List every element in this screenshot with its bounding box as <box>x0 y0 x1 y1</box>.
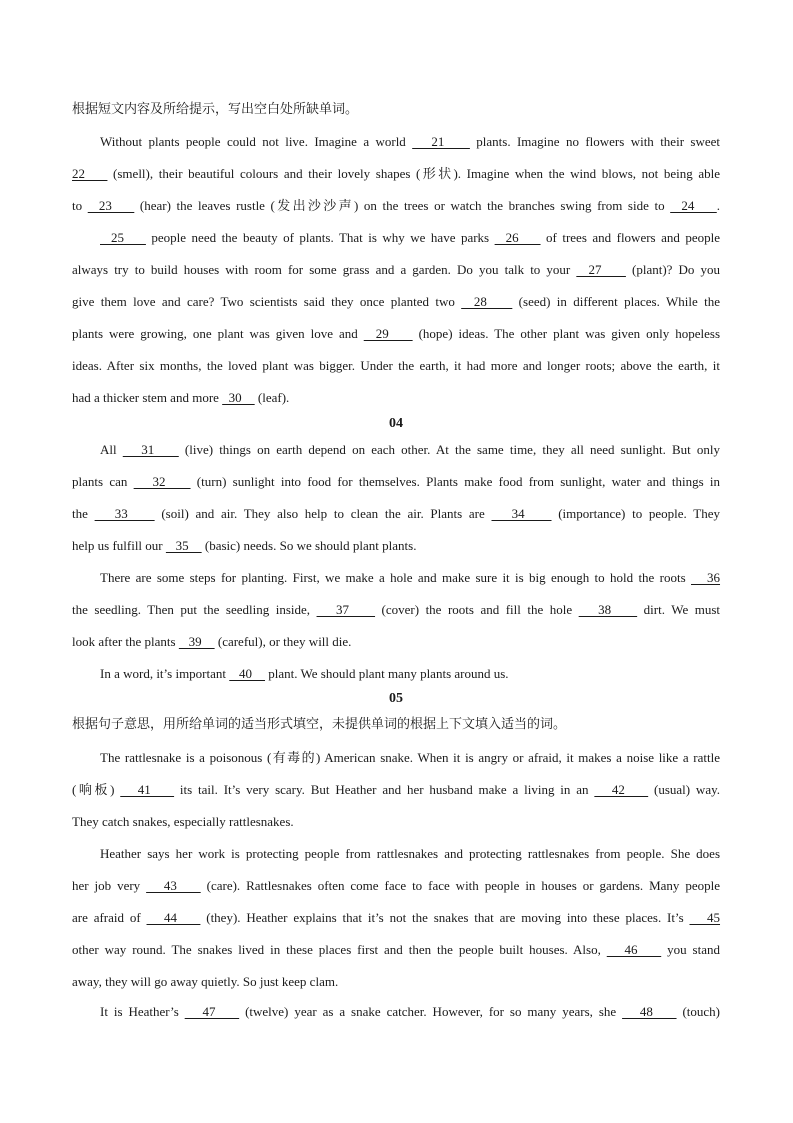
answer-blank: 34 <box>491 506 552 521</box>
answer-blank: 24 <box>670 198 717 213</box>
answer-blank: 38 <box>578 602 638 617</box>
passage-text-segment: (turn) sunlight into food for themselves. Plants make food from sunlight, water and things in <box>190 474 721 489</box>
passage-text-segment: (importance) to people. They <box>551 506 721 521</box>
passage-text-segment: of trees and flowers and people <box>540 230 720 245</box>
passage-text-segment: (hope) ideas. The other plant was given only hopeless <box>412 326 720 341</box>
passage-line <box>72 388 720 408</box>
passage-text-segment: It is Heather’s <box>100 1004 185 1019</box>
answer-blank: 29 <box>363 326 413 341</box>
section-heading-04: 04 <box>389 416 403 431</box>
passage-text-segment: plants were growing, one plant was given love and <box>72 326 364 341</box>
answer-blank: 27 <box>576 262 626 277</box>
answer-blank: 30 <box>222 390 255 405</box>
passage-line <box>72 164 720 184</box>
passage-text-segment: the seedling. Then put the seedling inside, <box>72 602 317 617</box>
answer-blank: 46 <box>606 942 662 957</box>
answer-blank: 47 <box>184 1004 240 1019</box>
passage-line <box>72 292 720 312</box>
answer-blank: 35 <box>165 538 202 553</box>
passage-line <box>100 748 720 768</box>
instruction-2: 根据句子意思，用所给单词的适当形式填空，未提供单词的根据上下文填入适当的词。 <box>72 717 567 732</box>
answer-blank: 25 <box>100 230 146 245</box>
passage-line <box>72 536 720 556</box>
passage-text-segment: (plant)? Do you <box>625 262 721 277</box>
answer-blank: 22 <box>72 166 108 181</box>
passage-text-segment: (cover) the roots and fill the hole <box>375 602 579 617</box>
passage-text-segment: (响板) <box>72 782 121 797</box>
passage-line <box>100 844 720 864</box>
passage-text-segment: (basic) needs. So we should plant plants. <box>201 538 417 553</box>
answer-blank: 40 <box>229 666 266 681</box>
passage-text-segment: The rattlesnake is a poisonous (有毒的) American snake. When it is angry or afraid, it makes a noise like a rattle <box>100 750 720 765</box>
section-heading-05: 05 <box>389 691 403 706</box>
passage-line <box>72 812 720 832</box>
passage-text-segment: (smell), their beautiful colours and their lovely shapes (形状). Imagine when the wind blows, not being able <box>107 166 720 181</box>
passage-text-segment: (soil) and air. They also help to clean the air. Plants are <box>154 506 492 521</box>
passage-text-segment: are afraid of <box>72 910 147 925</box>
passage-text-segment: Without plants people could not live. Imagine a world <box>100 134 413 149</box>
passage-line <box>100 1002 720 1022</box>
answer-blank: 39 <box>178 634 215 649</box>
passage-text-segment: people need the beauty of plants. That is why we have parks <box>145 230 495 245</box>
passage-line <box>72 504 720 524</box>
passage-line <box>100 132 720 152</box>
passage-text-segment: (twelve) year as a snake catcher. However, for so many years, she <box>239 1004 623 1019</box>
passage-text-segment: They catch snakes, especially rattlesnakes. <box>72 814 294 829</box>
passage-text-segment: (they). Heather explains that it’s not the snakes that are moving into these places. It’s <box>200 910 690 925</box>
answer-blank: 45 <box>689 910 721 925</box>
passage-text-segment: give them love and care? Two scientists said they once planted two <box>72 294 462 309</box>
passage-text-segment: . <box>716 198 721 213</box>
passage-line <box>72 780 720 800</box>
passage-line <box>72 940 720 960</box>
passage-text-segment: dirt. We must <box>637 602 721 617</box>
answer-blank: 48 <box>622 1004 677 1019</box>
passage-line <box>72 356 720 376</box>
passage-text-segment: (live) things on earth depend on each other. At the same time, they all need sunlight. But only <box>178 442 721 457</box>
answer-blank: 44 <box>146 910 201 925</box>
passage-text-segment: her job very <box>72 878 147 893</box>
passage-text-segment: you stand <box>661 942 720 957</box>
passage-text-segment: its tail. It’s very scary. But Heather and her husband make a living in an <box>174 782 595 797</box>
answer-blank: 31 <box>122 442 179 457</box>
answer-blank: 37 <box>316 602 376 617</box>
answer-blank: 41 <box>120 782 175 797</box>
passage-text-segment: plants. Imagine no flowers with their sweet <box>469 134 721 149</box>
answer-blank: 33 <box>94 506 155 521</box>
passage-text-segment: had a thicker stem and more <box>72 390 223 405</box>
passage-text-segment: There are some steps for planting. First, we make a hole and make sure it is big enough to hold the roots <box>100 570 691 585</box>
passage-text-segment: away, they will go away quietly. So just keep clam. <box>72 974 339 989</box>
passage-text-segment: In a word, it’s important <box>100 666 230 681</box>
passage-line <box>72 472 720 492</box>
passage-text-segment: (careful), or they will die. <box>214 634 352 649</box>
passage-text-segment: look after the plants <box>72 634 179 649</box>
passage-text-segment: plant. We should plant many plants around us. <box>265 666 509 681</box>
passage-text-segment: (usual) way. <box>648 782 720 797</box>
passage-line <box>100 664 720 684</box>
passage-text-segment: the <box>72 506 95 521</box>
answer-blank: 26 <box>494 230 541 245</box>
passage-text-segment: always try to build houses with room for some grass and a garden. Do you talk to your <box>72 262 577 277</box>
answer-blank: 42 <box>594 782 649 797</box>
passage-text-segment: All <box>100 442 123 457</box>
instruction-1: 根据短文内容及所给提示，写出空白处所缺单词。 <box>72 102 359 117</box>
passage-text-segment: to <box>72 198 88 213</box>
passage-line <box>72 632 720 652</box>
passage-text-segment: help us fulfill our <box>72 538 166 553</box>
answer-blank: 28 <box>461 294 513 309</box>
answer-blank: 32 <box>133 474 191 489</box>
passage-text-segment: Heather says her work is protecting people from rattlesnakes and protecting rattlesnakes from people. She does <box>100 846 720 861</box>
passage-line <box>100 440 720 460</box>
answer-blank: 36 <box>691 570 721 585</box>
passage-line <box>72 196 720 216</box>
passage-line <box>72 324 720 344</box>
answer-blank: 21 <box>412 134 470 149</box>
passage-line <box>72 260 720 280</box>
passage-text-segment: other way round. The snakes lived in these places first and then the people built houses. Also, <box>72 942 607 957</box>
passage-text-segment: ideas. After six months, the loved plant was bigger. Under the earth, it had more and longer roots; above the earth, it <box>72 358 720 373</box>
passage-text-segment: plants can <box>72 474 134 489</box>
passage-line <box>72 876 720 896</box>
answer-blank: 43 <box>146 878 201 893</box>
passage-line <box>72 972 720 992</box>
passage-text-segment: (seed) in different places. While the <box>512 294 720 309</box>
passage-line <box>100 228 720 248</box>
passage-text-segment: (leaf). <box>254 390 290 405</box>
answer-blank: 23 <box>87 198 135 213</box>
passage-text-segment: (care). Rattlesnakes often come face to face with people in houses or gardens. Many people <box>200 878 720 893</box>
passage-line <box>100 568 720 588</box>
passage-line <box>72 908 720 928</box>
passage-text-segment: (touch) <box>676 1004 721 1019</box>
passage-text-segment: (hear) the leaves rustle (发出沙沙声) on the trees or watch the branches swing from side to <box>134 198 671 213</box>
passage-line <box>72 600 720 620</box>
